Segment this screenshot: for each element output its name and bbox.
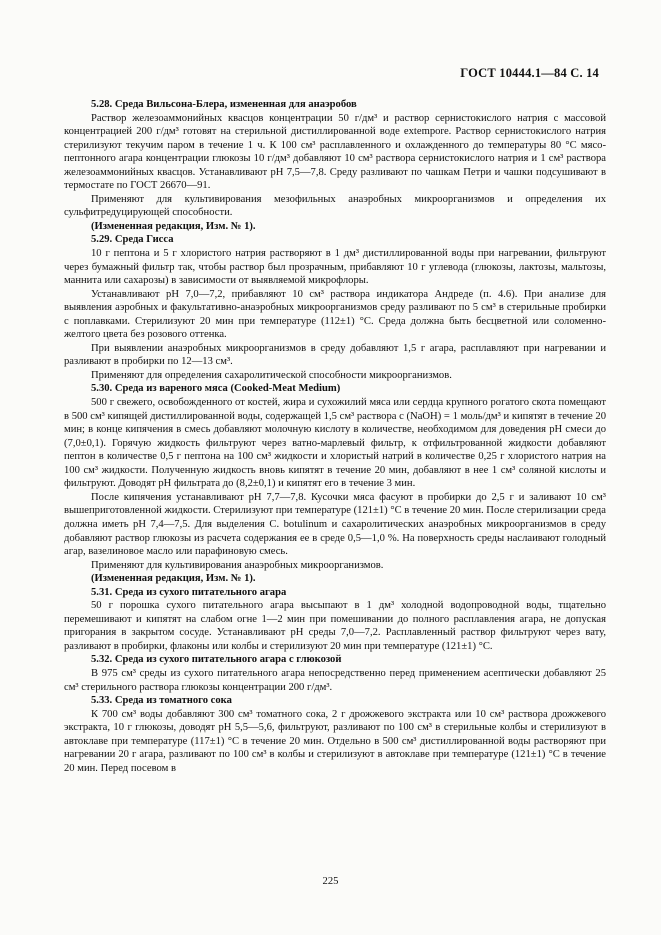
body-paragraph: Применяют для культивирования анаэробных микроорганизмов. (91, 559, 384, 571)
section-heading: 5.32. Среда из сухого питательного агара с глюкозой (91, 654, 342, 666)
body-paragraph: Раствор железоаммонийных квасцов концентрации 50 г/дм³ и раствор сернистокислого натрия с массовой концентрацией 200 г/дм³ готовят на стерильной дистиллированной воде extempore. Раствор сернистокислого натрия стерилизуют текучим паром в течение 1 ч. К 100 см³ расплавленного и охлажденного до температуры 80 °С мясо-пептонного агара концентрации глюкозы 10 г/дм³ добавляют 10 см³ раствора сернистокислого натрия и 1 см³ раствора железоаммонийных квасцов. Устанавливают pH 7,5—7,8. Среду разливают по чашкам Петри и чашки подсушивают в термостате по ГОСТ 26670—91. (64, 112, 606, 192)
section-heading: (Измененная редакция, Изм. № 1). (91, 573, 256, 585)
page-header: ГОСТ 10444.1—84 С. 14 (460, 66, 599, 80)
body-paragraph: 50 г порошка сухого питательного агара высыпают в 1 дм³ холодной водопроводной воды, тщательно перемешивают и кипятят на слабом огне 1—2 мин при помешивании до полного расплавления агара, не допуская пригорания в закрытом сосуде. Устанавливают pH среды 7,0—7,2. Расплавленный раствор фильтруют через вату, разливают в пробирки, флаконы или колбы и стерилизуют 20 мин при температуре (121±1) °С. (64, 600, 606, 652)
body-paragraph: После кипячения устанавливают pH 7,7—7,8. Кусочки мяса фасуют в пробирки до 2,5 г и заливают 10 см³ вышеприготовленной жидкости. Стерилизуют при температуре (121±1) °С в течение 20 мин. После стерилизации среда должна иметь pH 7,4—7,5. Для выделения C. botulinum и сахаролитических анаэробных микроорганизмов в среду добавляют раствор глюкозы из расчета содержания ее в среде 0,5—1,0 %. На поверхность среды наслаивают голодный агар, вазелиновое масло или парафиновую смесь. (64, 491, 607, 558)
body-paragraph: 500 г свежего, освобожденного от костей, жира и сухожилий мяса или сердца крупного рогатого скота помещают в 500 см³ кипящей дистиллированной воды, содержащей 1,5 см³ раствора с (NaOH) = 1 моль/дм³ и кипятят в течение 20 мин; в конце кипячения в смесь добавляют молочную кислоту в количестве, необходимом для доведения pH смеси до (7,0±0,1). Горячую жидкость фильтруют через ватно-марлевый фильтр, к отфильтрованной жидкости добавляют пептон в количестве 0,5 г пептона на 100 см³ жидкости и хлористый натрий в количестве 0,25 г хлористого натрия на 100 см³ жидкости. Полученную жидкость вновь кипятят в течение 20 мин, добавляют в нее 1 см³ соляной кислоты и фильтруют. Доводят pH фильтрата до (8,2±0,1) и кипятят его в течение 3 мин. (64, 397, 606, 490)
body-paragraph: Применяют для культивирования мезофильных анаэробных микроорганизмов и определения их сульфитредуцирующей способности. (64, 193, 606, 219)
body-paragraph: Устанавливают pH 7,0—7,2, прибавляют 10 см³ раствора индикатора Андреде (п. 4.6). При анализе для выявления аэробных и факультативно-анаэробных микроорганизмов среду разливают по 5 см³ в стерильные пробирки с поплавками. Стерилизуют 20 мин при температуре (112±1) °С. Среда должна быть бесцветной или соломенно-желтого цвета без розового оттенка. (64, 288, 606, 341)
section-heading: (Измененная редакция, Изм. № 1). (91, 220, 256, 232)
section-heading: 5.30. Среда из вареного мяса (Cooked-Meat Medium) (91, 383, 341, 395)
section-heading: 5.33. Среда из томатного сока (91, 695, 232, 707)
body-paragraph: Применяют для определения сахаролитической способности микроорганизмов. (91, 369, 452, 381)
page-number: 225 (322, 876, 339, 887)
section-heading: 5.29. Среда Гисса (91, 234, 174, 246)
section-heading: 5.31. Среда из сухого питательного агара (91, 586, 287, 598)
body-paragraph: При выявлении анаэробных микроорганизмов в среду добавляют 1,5 г агара, расплавляют при нагревании и разливают в пробирки по 12—13 см³. (64, 342, 606, 368)
section-heading: 5.28. Среда Вильсона-Блера, измененная для анаэробов (91, 99, 357, 110)
body-paragraph: К 700 см³ воды добавляют 300 см³ томатного сока, 2 г дрожжевого экстракта или 10 см³ раствора дрожжевого экстракта, 10 г глюкозы, доводят pH 5,5—5,6, фильтруют, разливают по 100 см³ в стерильные колбы и стерилизуют в автоклаве при температуре (117±1) °С в течение 20 мин. Отдельно в 500 см³ дистиллированной воды растворяют при нагревании 20 г агара, разливают по 100 см³ в колбы и стерилизуют в автоклаве при температуре (121±1) °С в течение 20 мин. Перед посевом в (64, 708, 606, 774)
body-paragraph: 10 г пептона и 5 г хлористого натрия растворяют в 1 дм³ дистиллированной воды при нагревании, фильтруют через бумажный фильтр так, чтобы раствор был прозрачным, прибавляют 10 г углевода (глюкозы, лактозы, мальтозы, маннита или сахарозы) в зависимости от выявляемой микрофлоры. (64, 248, 606, 287)
document-body (64, 98, 606, 775)
body-paragraph: В 975 см³ среды из сухого питательного агара непосредственно перед применением асептически добавляют 25 см³ стерильного раствора глюкозы концентрации 200 г/дм³. (64, 667, 606, 693)
